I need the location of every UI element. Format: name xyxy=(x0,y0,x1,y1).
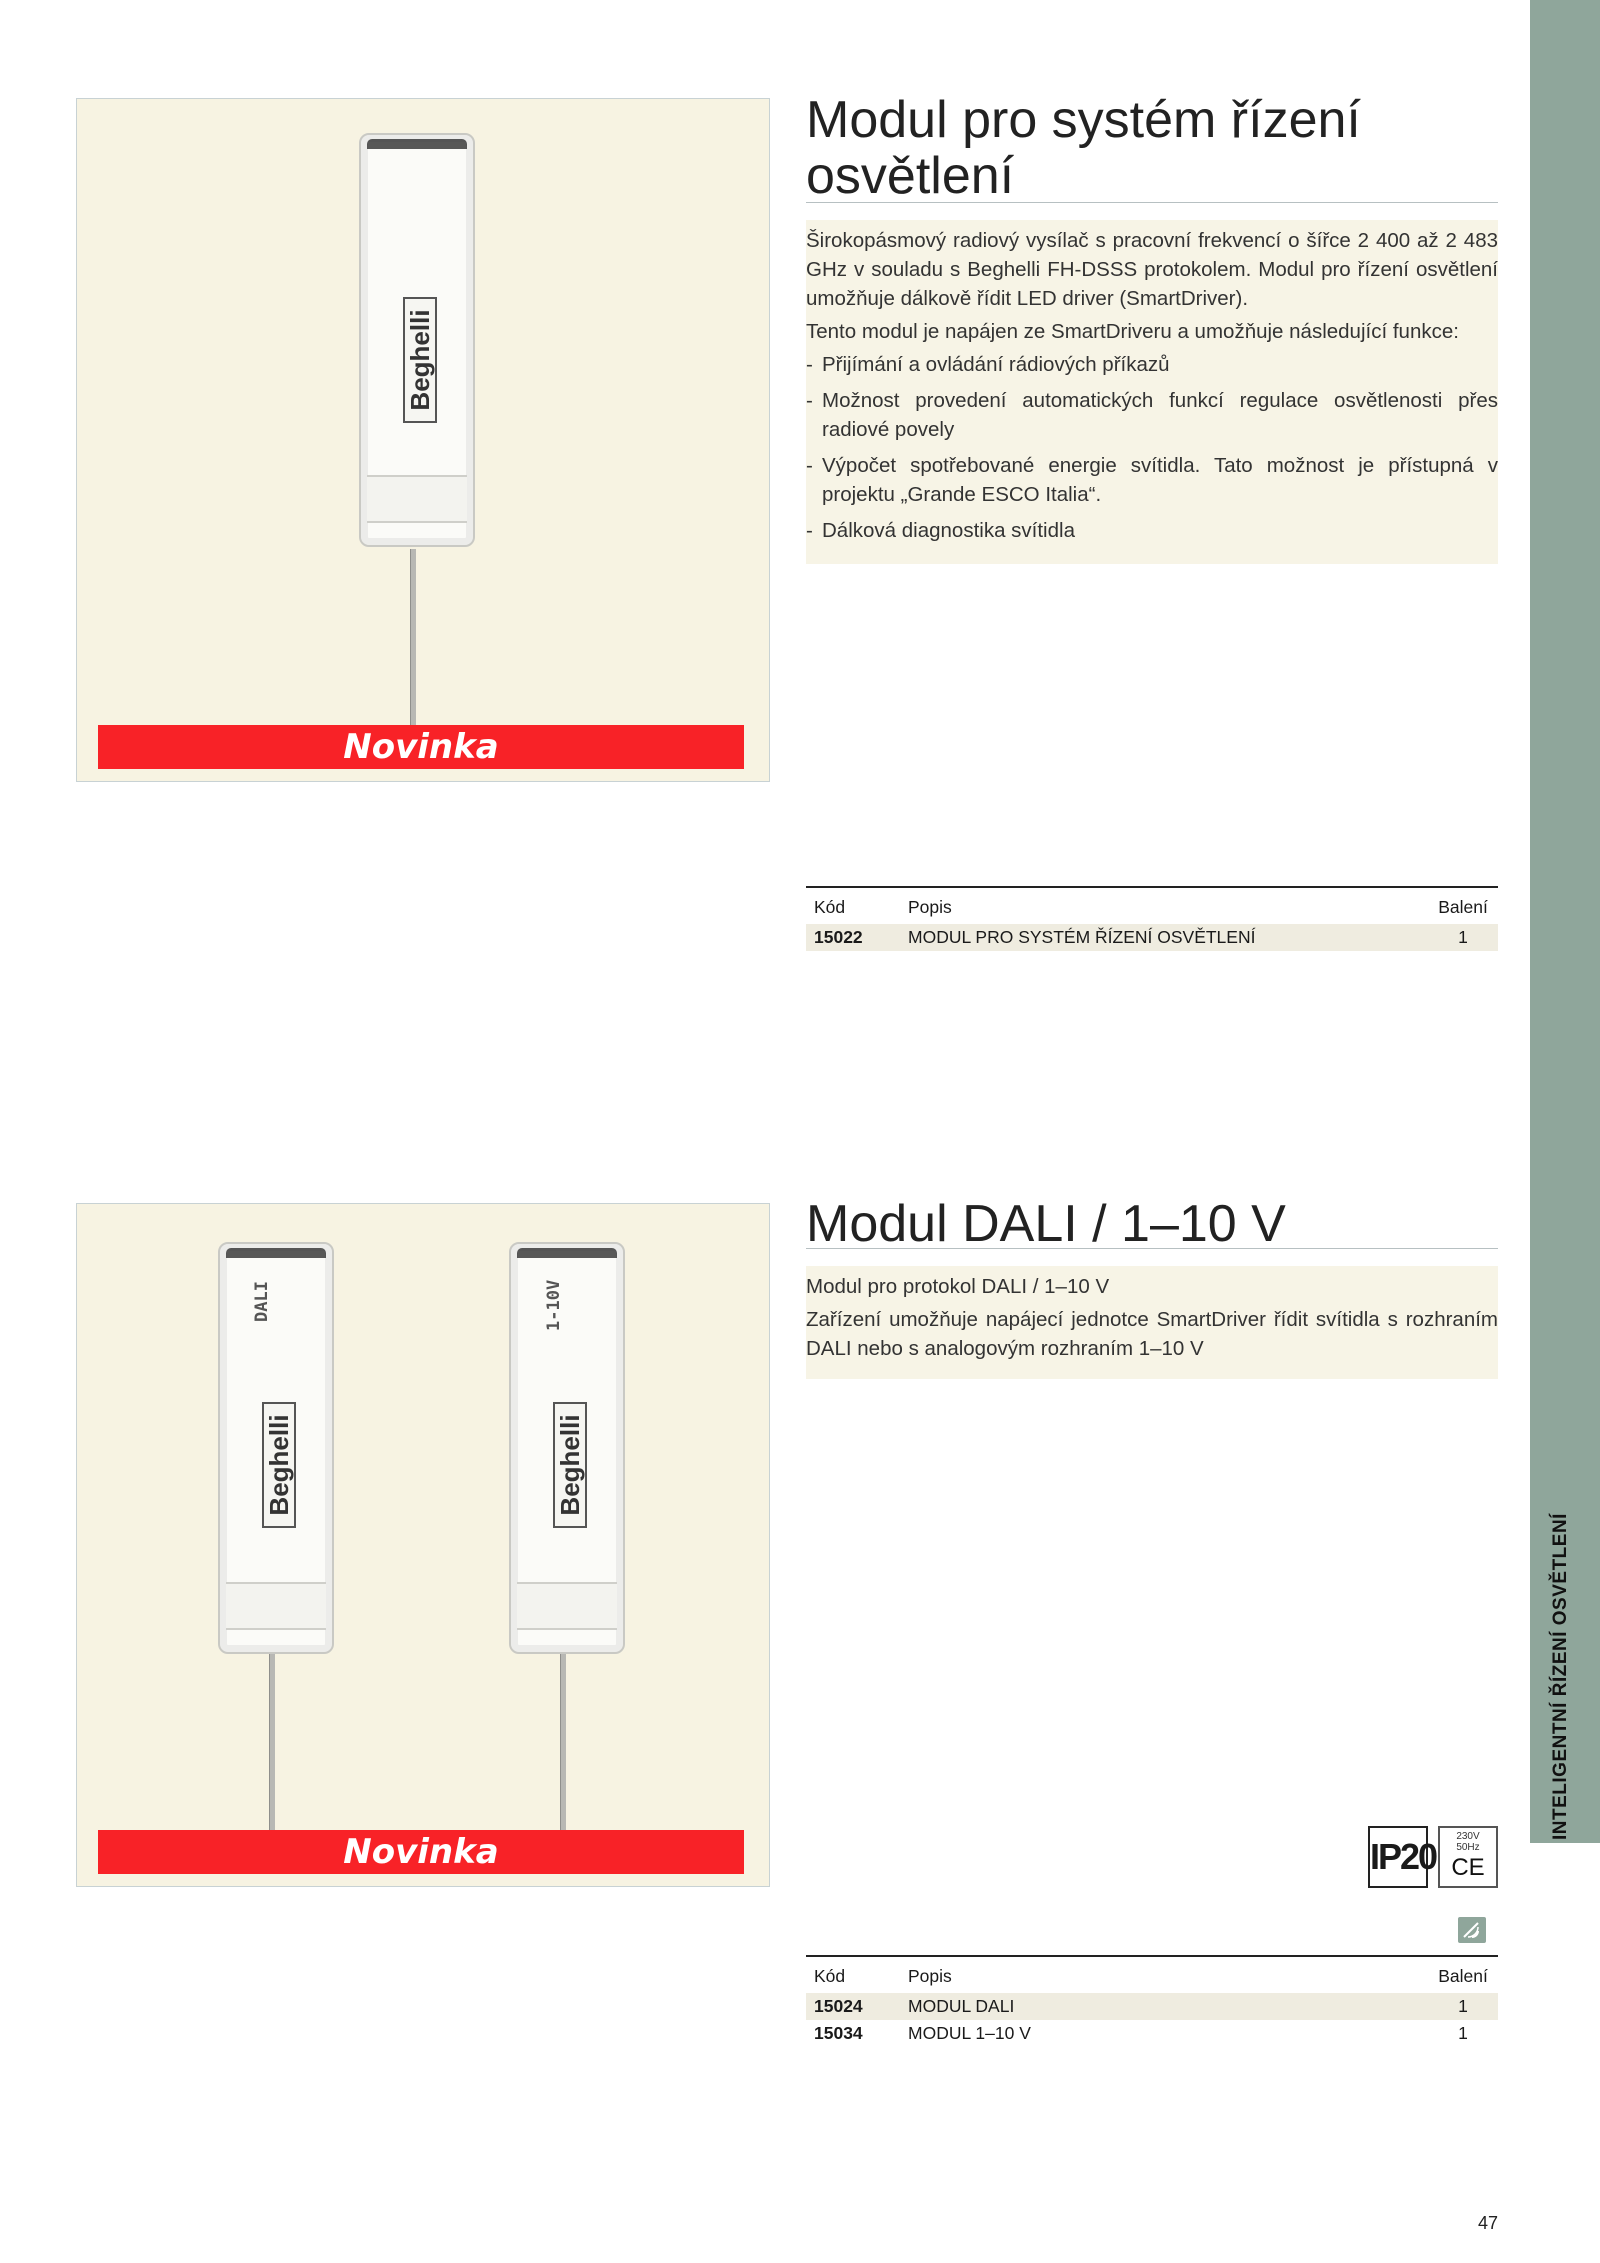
row-code: 15034 xyxy=(814,2023,863,2043)
beghelli-logo: Beghelli xyxy=(553,1402,587,1528)
row-pack: 1 xyxy=(1458,927,1468,947)
section2-description xyxy=(806,1266,1498,1379)
row-description: MODUL PRO SYSTÉM ŘÍZENÍ OSVĚTLENÍ xyxy=(908,927,1256,947)
header-description: Popis xyxy=(908,897,952,917)
section1-feature-list xyxy=(806,350,1498,545)
novinka-badge: Novinka xyxy=(98,1830,744,1874)
table-header-row xyxy=(806,888,1498,924)
table-row xyxy=(806,924,1498,951)
header-description: Popis xyxy=(908,1966,952,1986)
feature-item: - Možnost provedení automatických funkcí regulace osvětlenosti přes radiové povely xyxy=(806,386,1498,444)
table-row xyxy=(806,1993,1498,2020)
header-code: Kód xyxy=(814,897,846,917)
section2-title: Modul DALI / 1–10 V xyxy=(806,1195,1286,1253)
section2-line1: Modul pro protokol DALI / 1–10 V xyxy=(806,1275,1110,1298)
module-top-cap xyxy=(517,1248,617,1258)
page-number: 47 xyxy=(1478,2213,1499,2233)
sensor-icon xyxy=(1458,1917,1486,1943)
row-pack: 1 xyxy=(1458,1996,1468,2016)
section1-title-rule xyxy=(806,202,1498,203)
ce-mark-icon xyxy=(1438,1826,1498,1888)
header-pack: Balení xyxy=(1438,897,1488,917)
product-image-dali-modules xyxy=(76,1203,770,1887)
header-code: Kód xyxy=(814,1966,846,1986)
ip20-rating-icon: IP20 xyxy=(1368,1826,1428,1888)
section1-product-table xyxy=(806,886,1498,951)
header-pack: Balení xyxy=(1438,1966,1488,1986)
row-code: 15024 xyxy=(814,1996,863,2016)
module-top-cap xyxy=(367,139,467,149)
module-type-label: 1-10V xyxy=(544,1279,564,1331)
section1-intro2: Tento modul je napájen ze SmartDriveru a umožňuje následující funkce: xyxy=(806,320,1459,343)
module-connector-band xyxy=(226,1582,326,1630)
radio-module-device xyxy=(359,133,475,547)
section2-title-rule xyxy=(806,1248,1498,1249)
dali-module-device xyxy=(218,1242,334,1654)
beghelli-logo: Beghelli xyxy=(403,297,437,423)
section1-intro: Širokopásmový radiový vysílač s pracovní frekvencí o šířce 2 400 až 2 483 GHz v souladu s Beghelli FH-DSSS protokolem. Modul pro řízení osvětlení umožňuje dálkově řídit LED driver (SmartDriver). xyxy=(806,229,1498,310)
ce-label: CE xyxy=(1451,1854,1485,1881)
feature-item: - Přijímání a ovládání rádiových příkazů xyxy=(806,350,1498,379)
row-description: MODUL 1–10 V xyxy=(908,2023,1031,2043)
row-description: MODUL DALI xyxy=(908,1996,1015,2016)
table-row xyxy=(806,2020,1498,2047)
feature-item: - Výpočet spotřebované energie svítidla. Tato možnost je přístupná v projektu „Grande ESCO Italia“. xyxy=(806,451,1498,509)
side-category-label: INTELIGENTNÍ ŘÍZENÍ OSVĚTLENÍ xyxy=(1550,1513,1571,1840)
row-code: 15022 xyxy=(814,927,863,947)
section1-description xyxy=(806,220,1498,564)
section1-title: Modul pro systém řízení osvětlení xyxy=(806,91,1361,205)
section2-line2: Zařízení umožňuje napájecí jednotce SmartDriver řídit svítidla s rozhraním DALI nebo s analogovým rozhraním 1–10 V xyxy=(806,1308,1498,1360)
1-10v-module-device xyxy=(509,1242,625,1654)
module-connector-band xyxy=(517,1582,617,1630)
row-pack: 1 xyxy=(1458,2023,1468,2043)
module-top-cap xyxy=(226,1248,326,1258)
product-image-radio-module xyxy=(76,98,770,782)
feature-item: - Dálková diagnostika svítidla xyxy=(806,516,1498,545)
beghelli-logo: Beghelli xyxy=(262,1402,296,1528)
module-cable xyxy=(410,549,416,739)
section2-product-table xyxy=(806,1955,1498,2047)
module-connector-band xyxy=(367,475,467,523)
module-type-label: DALI xyxy=(252,1281,272,1322)
voltage-label: 230V xyxy=(1456,1831,1480,1842)
novinka-badge: Novinka xyxy=(98,725,744,769)
frequency-label: 50Hz xyxy=(1456,1842,1480,1853)
table-header-row xyxy=(806,1957,1498,1993)
